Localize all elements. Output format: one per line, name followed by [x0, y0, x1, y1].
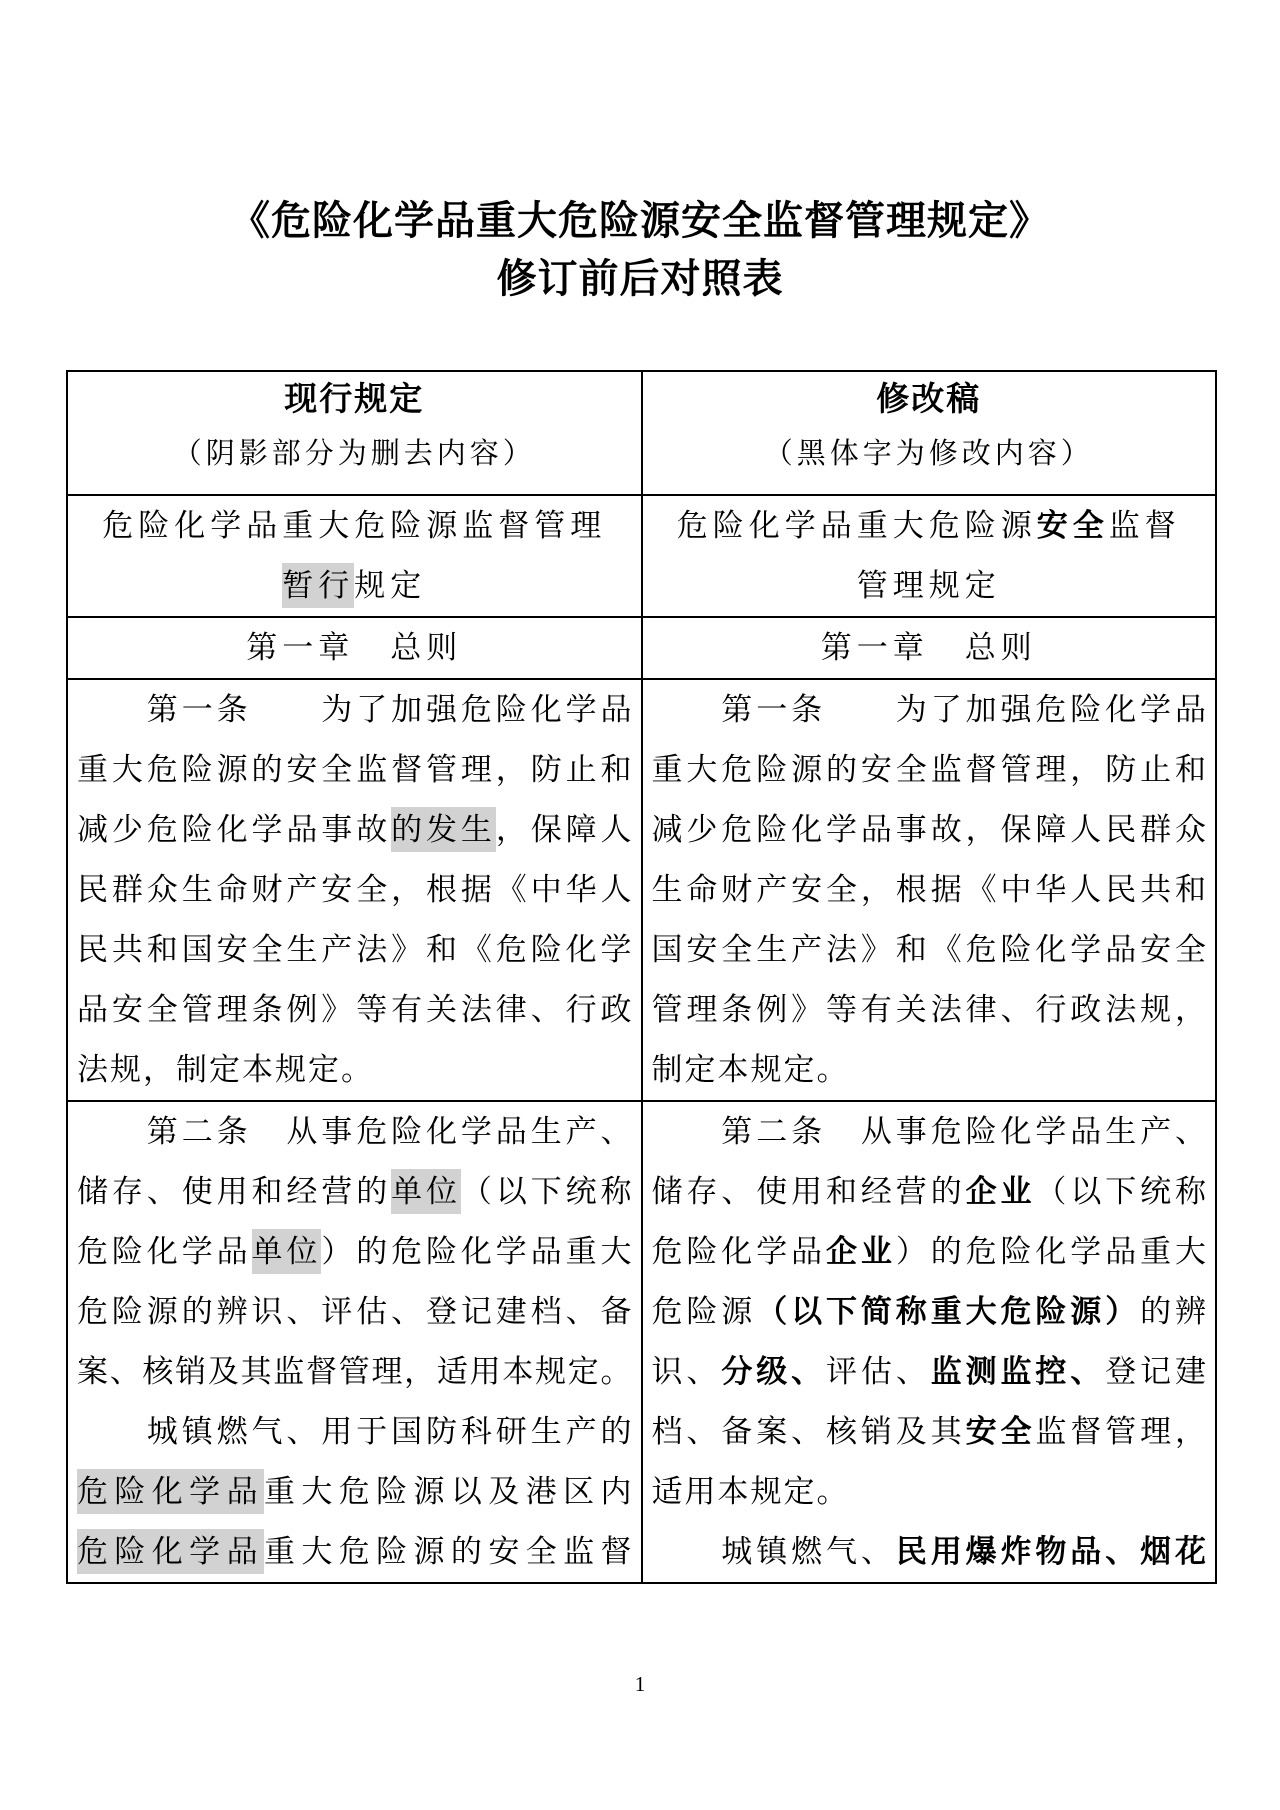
text-run: 品安全管理条例》等有关法律、行政 [77, 992, 632, 1027]
deleted-text-highlight: 的发生 [391, 807, 496, 852]
text-run: 重大危险源以及港区内 [263, 1474, 632, 1509]
text-run: ，保障人 [495, 812, 632, 847]
regulation-title-row [67, 495, 1216, 617]
text-line [652, 1402, 1207, 1462]
text-line [652, 800, 1207, 860]
deleted-text-highlight: 暂行 [282, 563, 354, 608]
revised-draft-title: 修改稿 [876, 380, 982, 417]
text-run: 危险源的辨识、评估、登记建档、备 [77, 1294, 632, 1329]
revised-draft-note: （黑体字为修改内容） [763, 438, 1094, 470]
deleted-text-highlight: 单位 [391, 1169, 461, 1214]
text-run: 制定本规定。 [651, 1052, 850, 1087]
revised-draft-cell [642, 495, 1217, 617]
text-line [652, 556, 1207, 616]
text-line [77, 1342, 632, 1402]
text-line [652, 920, 1207, 980]
text-line [652, 680, 1207, 740]
text-line [77, 740, 632, 800]
text-line [652, 860, 1207, 920]
text-line [77, 920, 632, 980]
text-run: 危险化学品 [651, 1234, 826, 1269]
text-line [652, 1102, 1207, 1162]
text-run: 管理条例》等有关法律、行政法规， [651, 992, 1206, 1027]
text-line [77, 860, 632, 920]
text-run: 第一章 总则 [246, 630, 463, 665]
revised-text-bold: 民用爆炸物品、烟花 [895, 1534, 1207, 1569]
text-line [77, 496, 632, 556]
text-run: 监督管理， [1035, 1414, 1207, 1449]
current-regulation-cell [67, 679, 642, 1101]
text-run: 减少危险化学品事故 [77, 812, 392, 847]
text-run: 规定 [354, 568, 427, 603]
current-regulation-cell [67, 495, 642, 617]
article-1-row [67, 679, 1216, 1101]
text-run: 案、核销及其监督管理，适用本规定。 [77, 1354, 632, 1389]
text-line [77, 1162, 632, 1222]
text-run: 识、 [651, 1354, 722, 1389]
text-run: 城镇燃气、 [651, 1534, 896, 1569]
text-line [652, 1162, 1207, 1222]
chapter-1-row [67, 617, 1216, 679]
revised-text-bold: 企业 [965, 1174, 1036, 1209]
text-line [652, 980, 1207, 1040]
text-line [77, 800, 632, 860]
text-run: 档、备案、核销及其 [651, 1414, 966, 1449]
current-regulation-header [67, 371, 642, 495]
deleted-text-highlight: 单位 [252, 1229, 322, 1274]
text-run: 民群众生命财产安全，根据《中华人 [77, 872, 632, 907]
revised-draft-cell [642, 1101, 1217, 1583]
document-title-line1: 《危险化学品重大危险源安全监督管理规定》 [230, 199, 1050, 243]
text-run: 第一条 为了加强危险化学品 [651, 692, 1206, 727]
text-run: 危险源 [651, 1294, 757, 1329]
revised-draft-header [642, 371, 1217, 495]
text-line [652, 1462, 1207, 1522]
text-run: 管理规定 [856, 568, 1001, 603]
current-regulation-cell [67, 617, 642, 679]
deleted-text-highlight: 危险化学品 [77, 1469, 264, 1514]
text-run: 第二条 从事危险化学品生产、 [651, 1114, 1206, 1149]
text-line [77, 1522, 632, 1582]
text-line [77, 1462, 632, 1522]
deleted-text-highlight: 危险化学品 [77, 1529, 264, 1574]
text-run: （以下统称 [1035, 1174, 1207, 1209]
text-line [77, 680, 632, 740]
text-run: 国安全生产法》和《危险化学品安全 [651, 932, 1206, 967]
text-line [652, 1040, 1207, 1100]
text-run: 第一章 总则 [820, 630, 1037, 665]
text-run: 民共和国安全生产法》和《危险化学 [77, 932, 632, 967]
text-line [77, 618, 632, 678]
text-run: 生命财产安全，根据《中华人民共和 [651, 872, 1206, 907]
text-line [652, 1282, 1207, 1342]
text-run: 重大危险源的安全监督管理，防止和 [651, 752, 1206, 787]
text-run: 的辨 [1140, 1294, 1207, 1329]
text-line [652, 1222, 1207, 1282]
text-run: 监督 [1108, 508, 1181, 543]
text-run: ）的危险化学品重大 [321, 1234, 632, 1269]
text-run: 第二条 从事危险化学品生产、 [77, 1114, 632, 1149]
text-run: 法规，制定本规定。 [77, 1052, 374, 1087]
text-line [77, 1282, 632, 1342]
text-run: 评估、 [826, 1354, 931, 1389]
text-run: 减少危险化学品事故，保障人民群众 [651, 812, 1206, 847]
text-run: 危险化学品 [77, 1234, 252, 1269]
text-line [77, 1402, 632, 1462]
text-line [652, 1342, 1207, 1402]
document-title-line2: 修订前后对照表 [496, 257, 784, 301]
text-run: 城镇燃气、用于国防科研生产的 [77, 1414, 632, 1449]
text-line [77, 1102, 632, 1162]
text-line [652, 740, 1207, 800]
text-run: 储存、使用和经营的 [651, 1174, 966, 1209]
text-run: 危险化学品重大危险源 [676, 508, 1037, 543]
text-run: 重大危险源的安全监督管理，防止和 [77, 752, 632, 787]
text-run: 重大危险源的安全监督 [263, 1534, 632, 1569]
revised-text-bold: （以下简称重大危险源） [756, 1294, 1141, 1329]
text-line [77, 1222, 632, 1282]
text-run: ）的危险化学品重大 [895, 1234, 1207, 1269]
revised-text-bold: 安全 [965, 1414, 1036, 1449]
text-line [77, 556, 632, 616]
current-regulation-note: （阴影部分为删去内容） [172, 438, 536, 470]
text-line [652, 1522, 1207, 1582]
current-regulation-cell [67, 1101, 642, 1583]
revised-draft-cell [642, 679, 1217, 1101]
revised-text-bold: 安全 [1036, 508, 1109, 543]
text-run: 危险化学品重大危险源监督管理 [102, 508, 607, 543]
text-line [77, 1040, 632, 1100]
current-regulation-title: 现行规定 [284, 380, 425, 417]
text-line [652, 618, 1207, 678]
text-run: 储存、使用和经营的 [77, 1174, 392, 1209]
text-line [77, 980, 632, 1040]
text-run: 登记建 [1105, 1354, 1207, 1389]
text-run: （以下统称 [460, 1174, 632, 1209]
revised-text-bold: 企业 [826, 1234, 896, 1269]
page-number: 1 [634, 1672, 646, 1696]
article-2-row [67, 1101, 1216, 1583]
text-run: 第一条 为了加强危险化学品 [77, 692, 632, 727]
revised-text-bold: 分级、 [721, 1354, 827, 1389]
revised-text-bold: 监测监控、 [930, 1354, 1106, 1389]
document-title [0, 0, 1280, 308]
text-line [652, 496, 1207, 556]
comparison-table [66, 370, 1217, 1584]
table-header-row [67, 371, 1216, 495]
text-run: 适用本规定。 [651, 1474, 850, 1509]
revised-draft-cell [642, 617, 1217, 679]
